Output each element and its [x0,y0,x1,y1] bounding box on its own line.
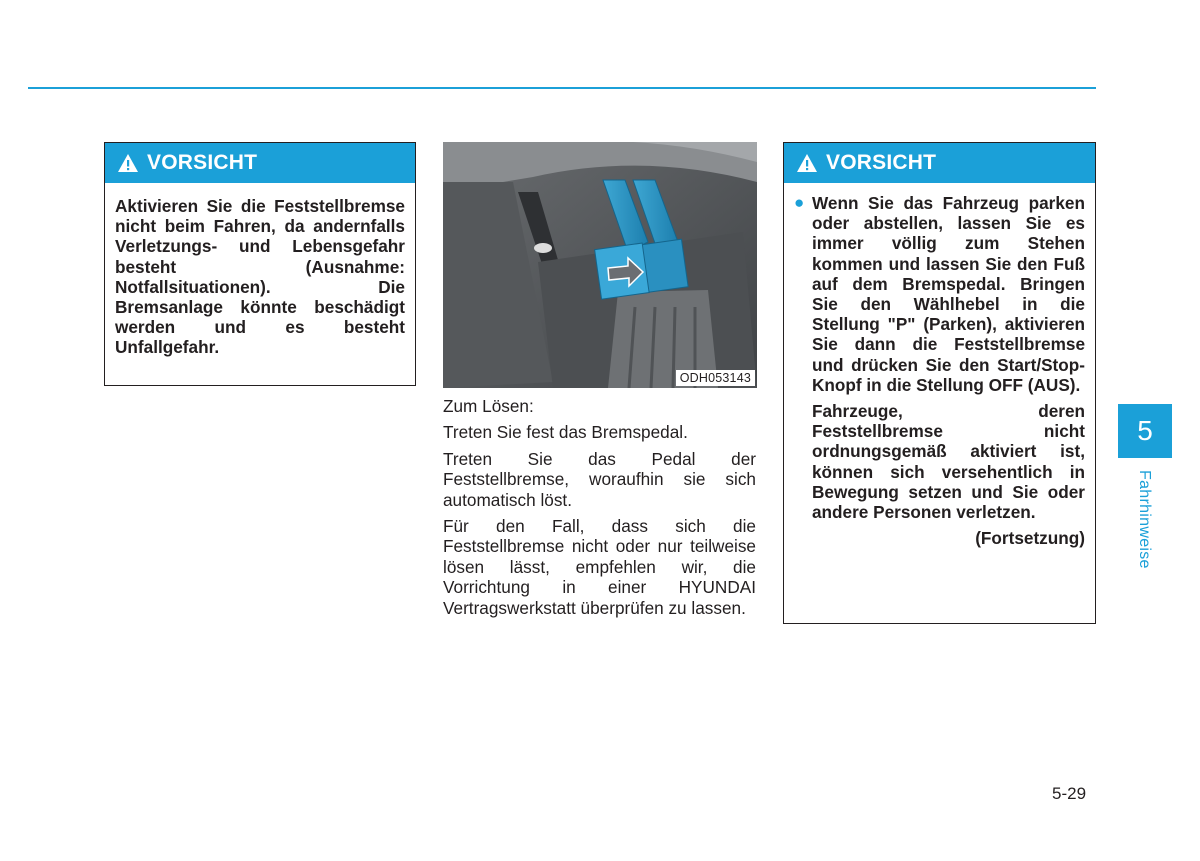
caution-bullet-text: Wenn Sie das Fahrzeug parken oder abstellen, lassen Sie es immer völlig zum Stehen kommen und lassen Sie den Fuß auf dem Bremspedal. Bringen Sie den Wählhebel in die Stellung "P" (Parken), aktivieren Sie dann die Feststellbremse und drücken Sie den Start/Stop-Knopf in die Stellung OFF (AUS). [812,193,1085,395]
top-rule [28,87,1096,89]
warning-triangle-icon [796,153,818,173]
release-instructions [443,396,756,624]
instruction-heading: Zum Lösen: [443,396,534,416]
caution-text: Aktivieren Sie die Feststellbremse nicht beim Fahren, da andernfalls Verletzungs- und Lebensgefahr besteht (Ausnahme: Notfallsituationen). Die Bremsanlage könnte beschädigt werden und es besteht Unfallgefahr. [115,196,405,358]
chapter-label: Fahrhinweise [1136,470,1153,569]
caution-paragraph: Fahrzeuge, deren Feststellbremse nicht ordnungsgemäß aktiviert ist, können sich versehentlich in Bewegung setzen und Sie oder andere Personen verletzen. [812,401,1085,523]
chapter-tab: 5 [1118,404,1172,458]
continued-note: (Fortsetzung) [975,528,1085,549]
caution-title: VORSICHT [826,151,937,174]
caution-header-right [784,143,1095,183]
figure-code: ODH053143 [676,370,755,386]
pedal-illustration-graphic [443,142,757,388]
bullet-icon: ● [794,193,805,212]
instruction-step-2: Treten Sie das Pedal der Feststellbremse, woraufhin sie sich automatisch löst. [443,448,756,510]
caution-box-right [783,142,1096,624]
instruction-step-1: Treten Sie fest das Bremspedal. [443,422,688,443]
page-number: 5-29 [1052,784,1087,803]
instruction-note: Für den Fall, dass sich die Feststellbremse nicht oder nur teilweise lösen lässt, empfehlen wir, die Vorrichtung in einer HYUNDAI Vertragswerkstatt überprüfen zu lassen. [443,516,756,618]
warning-triangle-icon [117,153,139,173]
caution-title: VORSICHT [147,151,258,174]
caution-box-left [104,142,416,386]
parking-brake-pedal-illustration [443,142,757,388]
caution-bullet-item [794,193,1085,395]
caution-header-left [105,143,415,183]
